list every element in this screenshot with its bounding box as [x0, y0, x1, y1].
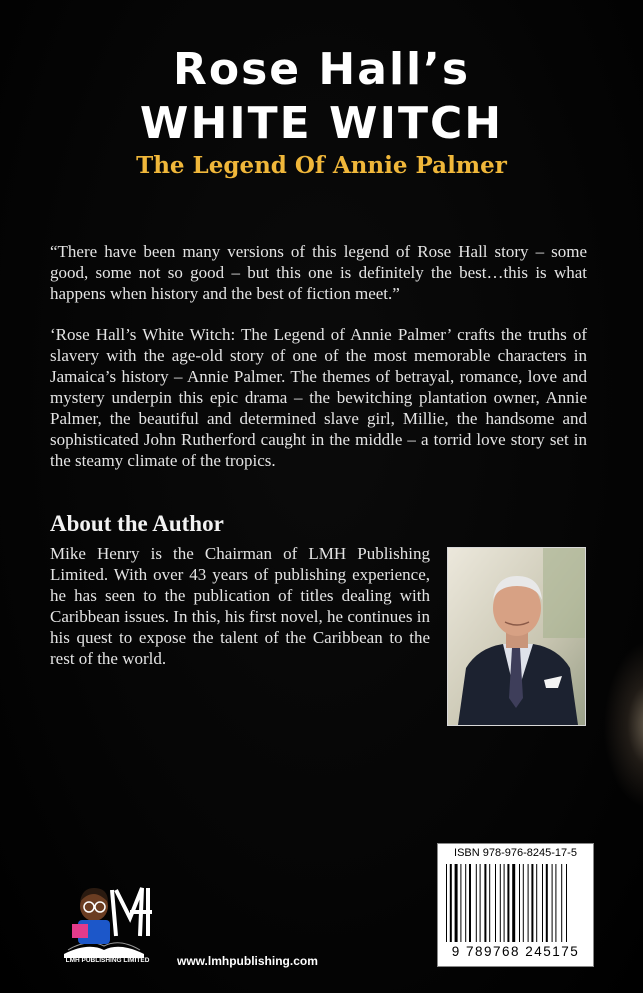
barcode-bar	[446, 864, 447, 942]
barcode-bar	[455, 864, 458, 942]
barcode-bar	[500, 864, 501, 942]
publisher-logo	[60, 878, 155, 968]
author-photo	[447, 547, 586, 726]
barcode-bar	[469, 864, 471, 942]
barcode-bar	[519, 864, 520, 942]
barcode-bar	[489, 864, 490, 942]
about-author-heading: About the Author	[50, 511, 224, 536]
isbn-label: ISBN 978-976-8245-17-5	[454, 847, 577, 859]
book-description: ‘Rose Hall’s White Witch: The Legend of Annie Palmer’ crafts the truths of slavery with the age-old story of one of the most memorable characters in Jamaica’s history – Annie Palmer. The themes of betrayal, romance, love and mystery underpin this epic drama – the bewitching plantation owner, Annie Palmer, the beautiful and determined slave girl, Millie, the handsome and sophisticated John Rutherford caught in the middle – a torrid love story set in the steamy climate of the tropics.	[50, 325, 587, 470]
subtitle: The Legend Of Annie Palmer	[136, 152, 507, 179]
barcode-bar	[552, 864, 553, 942]
barcode-bar	[542, 864, 543, 942]
barcode-bar	[465, 864, 466, 942]
author-bio: Mike Henry is the Chairman of LMH Publishing Limited. With over 43 years of publishing experience, he has seen to the publication of titles dealing with Caribbean issues. In this, his first novel, he continues in his quest to expose the talent of the Caribbean to the rest of the world.	[50, 544, 430, 668]
barcode-bar	[523, 864, 524, 942]
barcode-bars	[444, 864, 587, 944]
barcode-bar	[561, 864, 562, 942]
barcode-bar	[528, 864, 529, 942]
reading-child-logo-icon	[60, 878, 155, 958]
barcode-digits: 9 789768 245175	[451, 944, 580, 959]
barcode-bar	[476, 864, 477, 942]
barcode-bar	[531, 864, 533, 942]
barcode-bar	[536, 864, 537, 942]
publisher-logo-text: LMH PUBLISHING LIMITED	[65, 957, 150, 964]
barcode-bar	[480, 864, 481, 942]
author-portrait-image	[448, 548, 585, 725]
barcode-bar	[546, 864, 548, 942]
barcode-bar	[512, 864, 515, 942]
light-glow	[603, 640, 643, 810]
isbn-barcode	[437, 843, 594, 967]
barcode-bar	[484, 864, 486, 942]
barcode-bar	[555, 864, 556, 942]
title-line-2: WHITE WITCH	[139, 98, 504, 149]
barcode-bar	[504, 864, 505, 942]
barcode-bar	[450, 864, 452, 942]
title-line-1: Rose Hall’s	[172, 44, 471, 95]
barcode-bar	[566, 864, 567, 942]
publisher-website: www.lmhpublishing.com	[177, 954, 318, 968]
review-quote: “There have been many versions of this legend of Rose Hall story – some good, some not so good – but this one is definitely the best…this is what happens when history and the best of fiction meet.”	[50, 242, 587, 303]
barcode-bar	[460, 864, 461, 942]
barcode-bar	[507, 864, 509, 942]
barcode-bar	[495, 864, 496, 942]
